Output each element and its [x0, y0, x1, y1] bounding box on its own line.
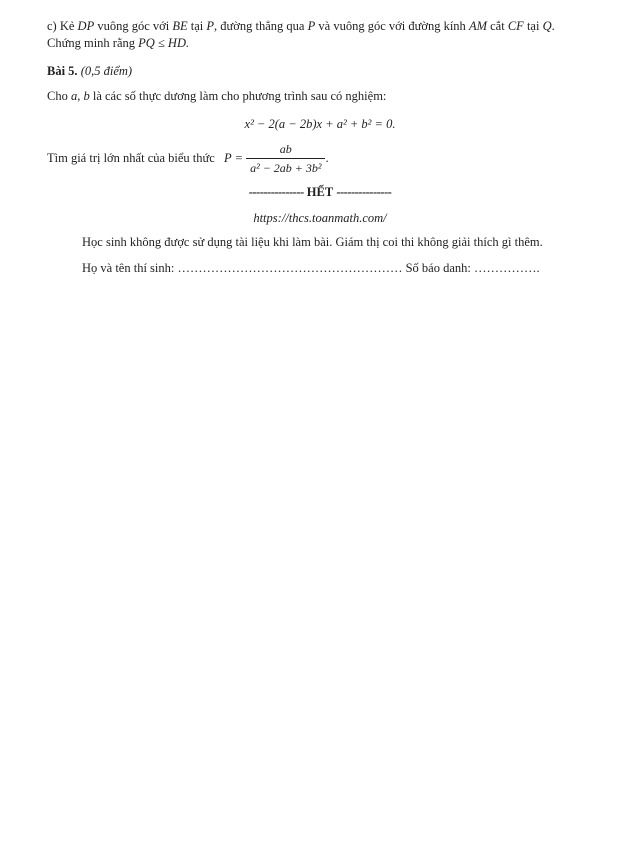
- problem-5-heading: [47, 63, 132, 79]
- part-c-line-1: c) Kẻ DP vuông góc với BE tại P, đường thẳng qua P và vuông góc với đường kính AM cắt CF tại Q.: [47, 19, 555, 33]
- expression-fraction: [246, 142, 325, 175]
- name-label: Họ và tên thí sinh:: [82, 261, 178, 275]
- exam-rule-note: Học sinh không được sử dụng tài liệu khi làm bài. Giám thị coi thi không giải thích gì thêm.: [82, 235, 543, 249]
- fraction-denominator: a² − 2ab + 3b²: [250, 160, 322, 175]
- source-url: https://thcs.toanmath.com/: [253, 211, 387, 225]
- end-label: HẾT: [306, 185, 334, 199]
- fraction-numerator: ab: [246, 142, 325, 159]
- id-label: Số báo danh:: [402, 261, 475, 275]
- question-text: Tìm giá trị lớn nhất của biểu thức: [47, 151, 215, 166]
- problem-5-title: Bài 5.: [47, 64, 78, 78]
- problem-5-points: (0,5 điểm): [80, 64, 133, 78]
- end-marker: --------------- HẾT ---------------: [248, 185, 392, 199]
- candidate-info: [82, 260, 540, 276]
- problem-5-intro: Cho a, b là các số thực dương làm cho phương trình sau có nghiệm:: [47, 89, 387, 103]
- expression-lhs: P =: [223, 151, 243, 166]
- inequality: PQ ≤ HD.: [138, 36, 190, 50]
- quadratic-equation: x² − 2(a − 2b)x + a² + b² = 0.: [244, 117, 396, 131]
- prove-text: Chứng minh rằng: [47, 36, 139, 50]
- id-dots: …………….: [474, 261, 540, 275]
- part-c-line-2: [47, 35, 189, 51]
- name-dots: ………………………………………………: [177, 261, 403, 275]
- problem-5-question: Tìm giá trị lớn nhất của biểu thức P = $\frac{ab}{\text{a² − 2ab + 3b²}}$ .: [47, 141, 329, 175]
